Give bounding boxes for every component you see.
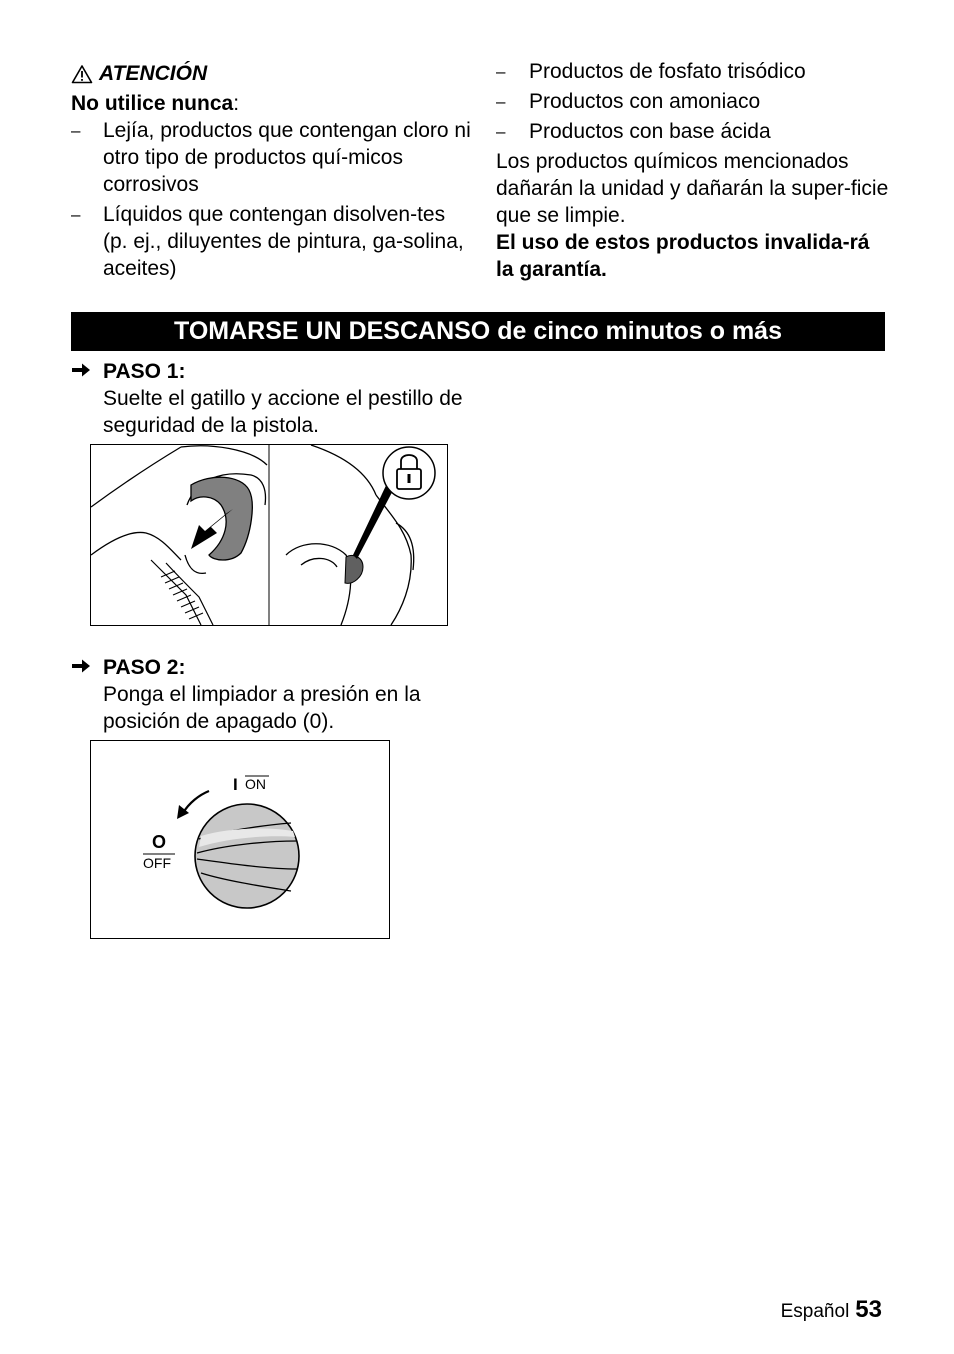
warning-title-text: ATENCIÓN — [99, 62, 208, 85]
warning-right-column — [496, 58, 891, 283]
warning-intro-colon: : — [233, 92, 240, 115]
dial-off-symbol: O — [152, 832, 167, 852]
list-item: – Productos con amoniaco — [496, 88, 891, 115]
arrow-right-icon — [71, 654, 103, 681]
power-dial-illustration — [91, 741, 389, 938]
step-2-text: Ponga el limpiador a presión en la posición de apagado (0). — [103, 683, 421, 733]
step-1-heading — [71, 358, 471, 385]
warning-list-right — [496, 58, 891, 145]
section-title: TOMARSE UN DESCANSO de cinco minutos o más — [71, 312, 885, 351]
list-item: – Productos con base ácida — [496, 118, 891, 145]
warning-title — [71, 60, 471, 87]
figure-trigger-lock — [90, 444, 448, 626]
step-2 — [71, 654, 471, 735]
rotate-counterclockwise-icon — [183, 791, 209, 813]
list-item: – Líquidos que contengan disolven-tes (p. ej., diluyentes de pintura, ga-solina, aceites) — [71, 201, 471, 282]
warning-left-column — [71, 60, 471, 285]
page-number: 53 — [855, 1296, 882, 1323]
warning-intro-bold: No utilice nunca — [71, 92, 234, 115]
trigger-shape — [191, 477, 252, 560]
list-item: – Productos de fosfato trisódico — [496, 58, 891, 85]
warranty-notice: El uso de estos productos invalida-rá la garantía. — [496, 231, 870, 281]
warning-triangle-icon — [71, 64, 93, 84]
safety-latch-shape — [345, 555, 363, 583]
dial-on-label: ON — [245, 776, 266, 792]
dial-on-symbol: I — [233, 775, 238, 794]
page-footer — [781, 1296, 882, 1325]
trigger-lock-illustration — [91, 445, 447, 625]
step-2-heading — [71, 654, 471, 681]
step-1-label: PASO 1: — [103, 360, 186, 383]
footer-language: Español — [780, 1301, 850, 1322]
step-2-label: PASO 2: — [103, 656, 186, 679]
dial-off-label: OFF — [143, 855, 171, 871]
arrow-right-icon — [71, 358, 103, 385]
step-1-text: Suelte el gatillo y accione el pestillo de seguridad de la pistola. — [103, 387, 463, 437]
list-item: – Lejía, productos que contengan cloro ni otro tipo de productos quí-micos corrosivos — [71, 117, 471, 198]
figure-power-dial — [90, 740, 390, 939]
step-1 — [71, 358, 471, 439]
warning-list-left — [71, 117, 471, 282]
power-dial-knob — [195, 804, 299, 908]
padlock-icon — [383, 447, 435, 499]
warning-paragraph: Los productos químicos mencionados dañarán la unidad y dañarán la super-ficie que se limpie. — [496, 150, 889, 227]
warning-intro — [71, 90, 471, 117]
